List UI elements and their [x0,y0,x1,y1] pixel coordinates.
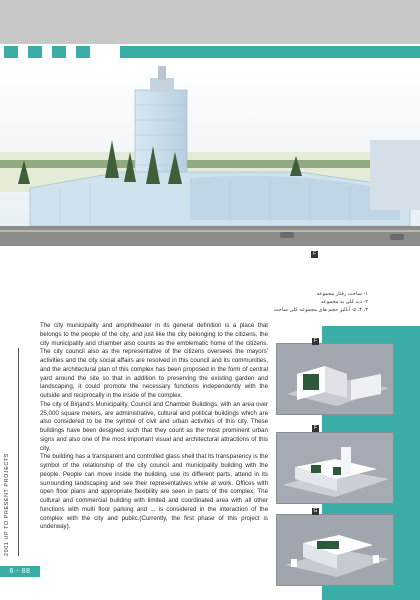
figure-tag: F [313,338,318,344]
header-square [28,46,42,58]
caption-line: ۱- ساخت رفتار مجموعه [316,291,368,297]
hero-rendering [0,60,420,246]
header-teal-bar [120,46,420,58]
body-paragraph: The building has a transparent and controlled glass shell that its transparency is the symbol of the relationship of the city council and municipality building with the people. People can move inside the building, use its different parts, attend in its surrounding landscaping and see their representatives while at work. Offices with open floor plans and appropriate flexibility are seen in parts of the complex. The cultural and commercial building with limited and coordinated area with all other functions with multi floor parking and ... is considered in the interaction of the complex with the city and public.(Currently, the first phase of this project is underway). [40,453,268,531]
body-paragraph: The city of Birjand's Municipality, Council and Chamber Buildings, with an area over 25,000 square meters, are administrative, cultural and political buildings which are also considered to be the symbol of civil and urban activities of this city. These buildings have been designed such that they count as the most prominent urban signs and also one of the most important visual and architectural attractions of this city. [40,400,268,452]
caption-line: ۳، ۴، ۵- آنالیز حجم های مجموعه کلی ساخت [273,307,368,313]
body-paragraph: The city municipality and amphitheater in its general definition is a place that belongs to the people of the city, and just like the city belonging to the citizens, the city municipality and chamber also counts as the emblematic home of the citizens. The city council also as the representative of the citizens oversees the mayors' activities and the city social affairs are resolved in this council and its communities, and the architectural plan of this complex has been proposed in the form of central yard around the site so that in addition to preserving the existing garden and landscaping, it could promote the necessary functions independently with the outside and reciprocally in the inside of the complex. [40,322,268,399]
caption-line: ۲- دید کلی به مجموعه [320,299,368,305]
header-square [4,46,18,58]
model-render-2 [276,432,394,504]
spine-label: 2001 UP TO PRESENT PROJECTS [4,453,10,556]
page-number: 6 - 88 [0,566,40,577]
figure-captions [274,290,368,314]
header-square [52,46,66,58]
figure-tag: F [312,251,317,257]
model-render-1 [276,343,394,415]
figure-tag: F [313,425,318,431]
header-gray-band [0,0,420,44]
figure-tag: G [313,508,318,514]
model-render-3 [276,514,394,586]
spine-rule [18,348,19,556]
body-text [40,322,268,532]
header-square [76,46,90,58]
